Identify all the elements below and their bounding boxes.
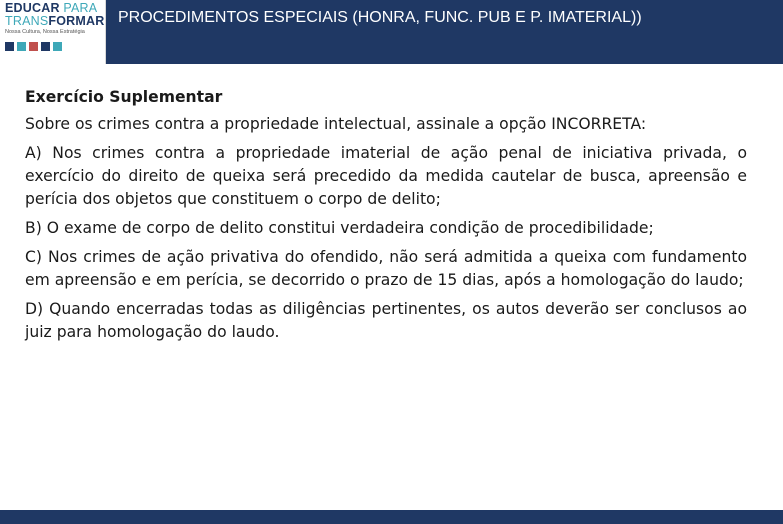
logo-square (29, 42, 38, 51)
logo-line-1 (5, 1, 97, 15)
footer-bar (0, 510, 783, 524)
exercise-question: Sobre os crimes contra a propriedade intelectual, assinale a opção INCORRETA: (25, 115, 647, 133)
logo-tagline: Nossa Cultura, Nossa Estratégia (5, 29, 85, 35)
logo-square (53, 42, 62, 51)
logo-word-formar: FORMAR (48, 14, 105, 28)
exercise-content (25, 86, 747, 350)
header-bar (0, 0, 783, 64)
exercise-title: Exercício Suplementar (25, 88, 223, 106)
logo-square (5, 42, 14, 51)
logo-square (17, 42, 26, 51)
logo-word-educar: EDUCAR (5, 1, 60, 15)
option-d: D) Quando encerradas todas as diligências pertinentes, os autos deverão ser conclusos ao juiz para homologação do laudo. (25, 300, 747, 341)
page-title: PROCEDIMENTOS ESPECIAIS (HONRA, FUNC. PUB E P. IMATERIAL)) (118, 9, 642, 26)
option-b: B) O exame de corpo de delito constitui verdadeira condição de procedibilidade; (25, 219, 654, 237)
logo-square (41, 42, 50, 51)
option-a: A) Nos crimes contra a propriedade imaterial de ação penal de iniciativa privada, o exercício do direito de queixa será precedido da medida cautelar de busca, apreensão e perícia dos objetos que constituem o corpo de delito; (25, 144, 747, 208)
logo-word-para: PARA (63, 1, 98, 15)
logo-line-2 (5, 14, 104, 28)
logo-word-trans: TRANS (5, 14, 49, 28)
option-c: C) Nos crimes de ação privativa do ofendido, não será admitida a queixa com fundamento em apreensão e em perícia, se decorrido o prazo de 15 dias, após a homologação do laudo; (25, 248, 747, 289)
logo (0, 0, 106, 64)
logo-squares (5, 42, 62, 51)
